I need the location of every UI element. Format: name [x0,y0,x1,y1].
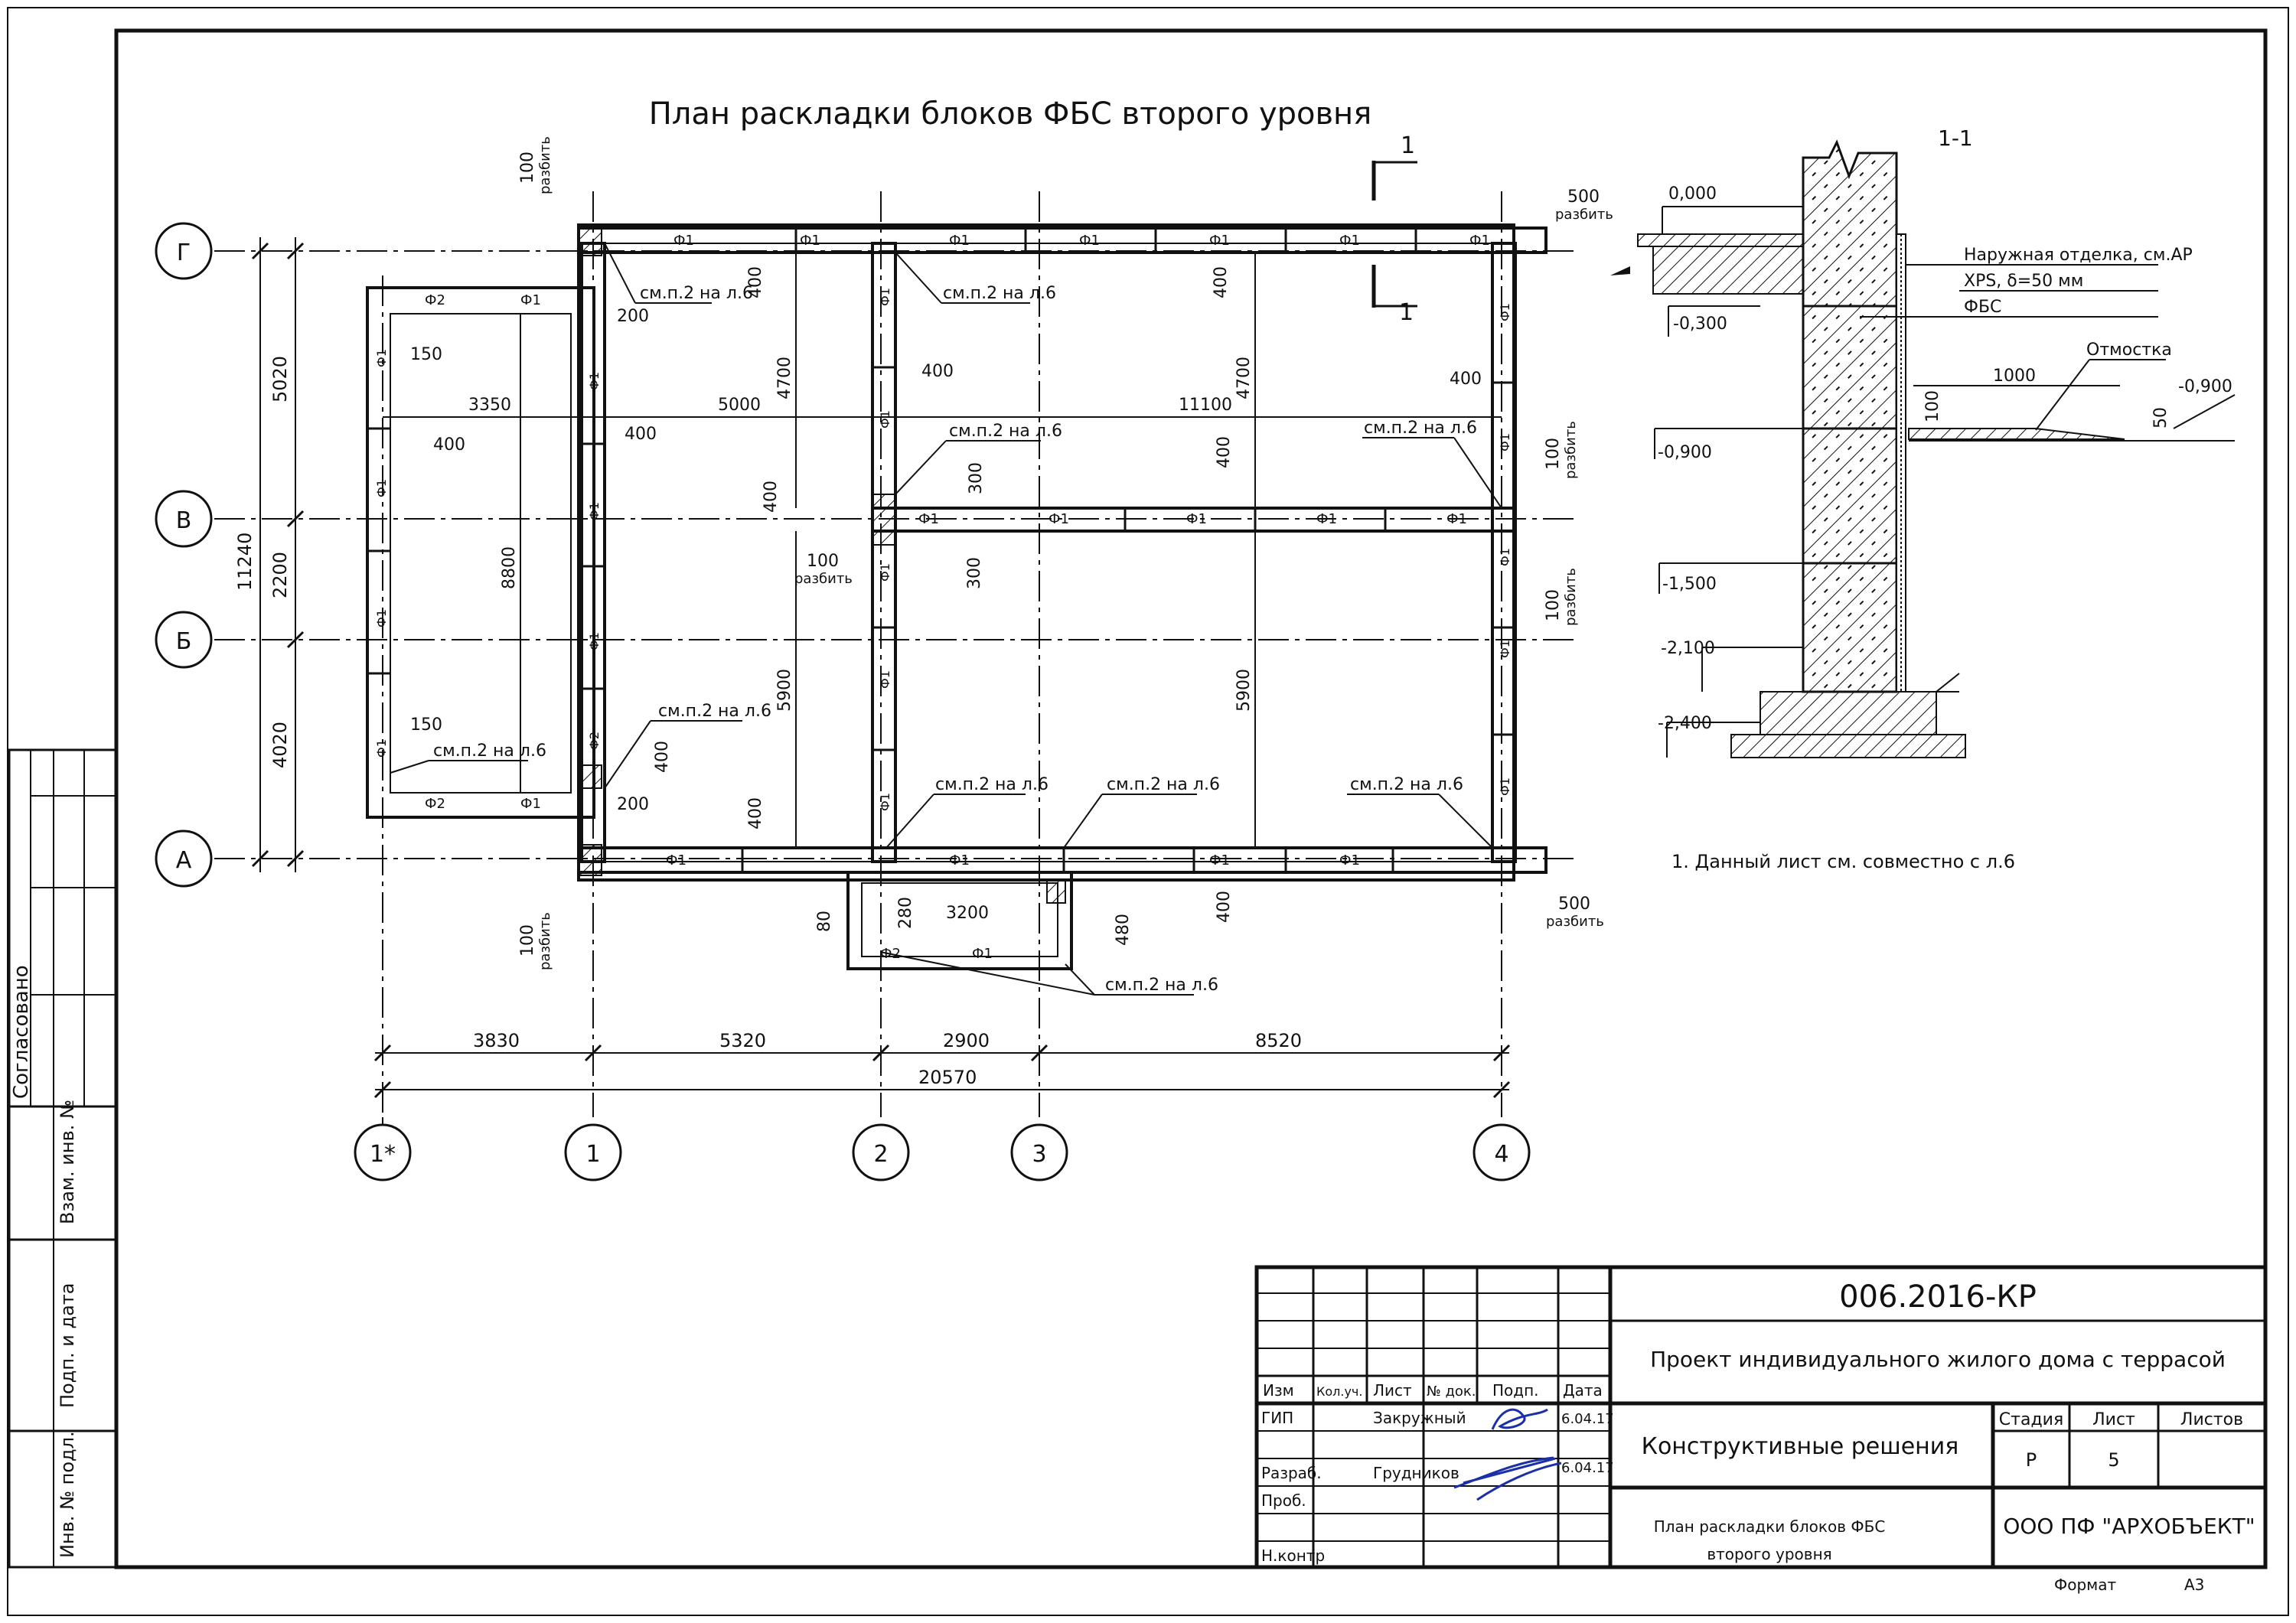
col-header-list: Лист [1373,1381,1412,1400]
block-label: Ф1 [878,670,892,689]
block-label: Ф1 [587,502,602,520]
role-prob: Проб. [1261,1491,1306,1510]
dim-400: 400 [762,481,781,513]
block-label: Ф1 [878,288,892,306]
role-nkontr: Н.контр [1261,1546,1326,1565]
block-label: Ф1 [972,946,993,962]
block-label: Ф1 [1498,640,1512,658]
razbit-label: разбить [537,912,553,970]
dim-5000: 5000 [718,396,761,415]
block-label: Ф1 [800,233,820,249]
dim-left-4020: 4020 [269,721,291,768]
block-label: Ф1 [1498,303,1512,321]
dim-3200: 3200 [946,904,989,923]
dim-150a: 150 [410,345,442,364]
block-label: Ф1 [1446,511,1467,527]
razbit-label: разбить [1555,207,1613,223]
section-mark-top: 1 [1401,132,1416,159]
name-razrab: Грудников [1373,1464,1459,1482]
dim-400: 400 [921,362,954,381]
callout-text: см.п.2 на л.6 [658,702,771,721]
title-block [1257,1267,2265,1567]
razbit-label: разбить [537,136,553,194]
block-label: Ф1 [878,793,892,811]
block-label: Ф1 [1079,233,1100,249]
callout-text: см.п.2 на л.6 [943,284,1056,303]
dim-100-section: 100 [1923,390,1942,422]
col-header-podp: Подп. [1492,1381,1539,1400]
callout-text: см.п.2 на л.6 [935,775,1049,794]
dim-3350: 3350 [468,396,511,415]
block-label: Ф1 [673,233,694,249]
callout-finish: Наружная отделка, см.АР [1964,246,2193,265]
inv-label: Инв. № подл. [57,1431,78,1558]
dim-bottom-2900: 2900 [943,1030,990,1051]
dim-5900a: 5900 [775,669,794,712]
callout-xps: XPS, δ=50 мм [1964,272,2084,291]
block-label: Ф2 [425,796,445,812]
callout-text: см.п.2 на л.6 [1105,976,1218,995]
dim-11100: 11100 [1179,396,1232,415]
dim-100: 100 [807,552,839,571]
block-label: Ф1 [1209,852,1230,869]
axis-label-1: 1 [585,1141,601,1168]
dim-100: 100 [1544,438,1563,470]
dim-400: 400 [653,741,672,773]
dim-400: 400 [1450,370,1482,389]
dim-400: 400 [433,435,465,455]
format-label: Формат [2054,1576,2117,1594]
bottom-dimensions [375,1030,1509,1097]
dim-400: 400 [625,425,657,444]
role-gip: ГИП [1261,1409,1294,1427]
axis-label-3: 3 [1032,1141,1047,1168]
block-label: Ф1 [587,632,602,650]
col-header-data: Дата [1563,1381,1603,1400]
dim-500: 500 [1567,187,1600,207]
callout-fbs: ФБС [1964,298,2002,317]
left-margin-stamp [9,750,116,1567]
block-label: Ф1 [949,233,970,249]
block-label: Ф1 [666,852,687,869]
sheets-header: Листов [2180,1410,2244,1429]
razbit-label: разбить [1563,421,1579,479]
dim-4700b: 4700 [1234,357,1254,399]
role-razrab: Разраб. [1261,1464,1322,1482]
block-label: Ф1 [918,511,939,527]
block-label: Ф2 [587,732,602,750]
podp-label: Подп. и дата [57,1282,78,1408]
dim-bottom-total: 20570 [918,1067,977,1088]
dim-bottom-8520: 8520 [1255,1030,1303,1051]
dim-400: 400 [1215,436,1234,468]
axis-label-2: 2 [873,1141,889,1168]
block-label: Ф1 [1498,548,1512,566]
dim-400: 400 [746,266,765,298]
level-0300: -0,300 [1673,314,1727,334]
block-label: Ф1 [374,609,389,627]
section-name: Конструктивные решения [1641,1433,1959,1460]
dim-400: 400 [1215,891,1234,923]
axis-label-b: Б [175,628,192,655]
dim-200b: 200 [617,795,649,814]
dim-left-2200: 2200 [269,551,291,598]
format-value: А3 [2184,1576,2205,1594]
dim-left-total: 11240 [234,532,256,591]
vzam-label: Взам. инв. № [57,1100,78,1224]
reference-callouts [390,243,1502,995]
callout-text: см.п.2 на л.6 [1350,775,1463,794]
sheet-note: 1. Данный лист см. совместно с л.6 [1671,851,2015,872]
block-label: Ф1 [1316,511,1337,527]
level-0000: 0,000 [1668,184,1717,204]
dim-400: 400 [1212,266,1231,298]
col-axis-bubbles [355,1117,1529,1180]
stage-header: Стадия [1998,1410,2064,1429]
block-label: Ф1 [1186,511,1207,527]
level-0900: -0,900 [1658,443,1712,462]
level-0900-right: -0,900 [2178,377,2232,396]
dim-80: 80 [815,911,834,932]
callout-text: см.п.2 на л.6 [1364,419,1477,438]
dim-bottom-5320: 5320 [719,1030,767,1051]
razbit-label: разбить [794,571,853,587]
block-label: Ф1 [878,410,892,429]
axis-label-v: В [175,507,192,534]
axis-label-1star: 1* [369,1141,396,1168]
col-header-izm: Изм [1263,1381,1294,1400]
sheet-header: Лист [2092,1410,2135,1429]
dim-left-5020: 5020 [269,355,291,402]
dim-100: 100 [518,152,537,184]
dim-400: 400 [746,797,765,829]
col-header-doc: № док. [1427,1383,1476,1400]
dim-200a: 200 [617,307,649,326]
level-1500: -1,500 [1662,575,1717,594]
block-label: Ф1 [1339,852,1360,869]
dim-100: 100 [1544,589,1563,621]
axis-label-g: Г [176,240,191,266]
block-label: Ф1 [1209,233,1230,249]
block-label: Ф1 [374,349,389,367]
dim-8800: 8800 [500,546,519,589]
block-label: Ф1 [1049,511,1069,527]
razbit-label: разбить [1563,568,1579,626]
block-label: Ф1 [374,739,389,758]
level-2400: -2,400 [1658,714,1712,733]
block-label: Ф1 [878,563,892,582]
dim-300: 300 [965,557,984,589]
section-mark-bottom: 1 [1399,299,1414,326]
stage-value: Р [2025,1449,2037,1471]
block-label: Ф2 [880,946,901,962]
row-axis-bubbles [156,223,211,886]
dim-50-section: 50 [2151,407,2170,429]
block-label: Ф1 [1469,233,1490,249]
dim-480: 480 [1114,914,1133,946]
block-label: Ф1 [1339,233,1360,249]
left-dimensions [234,237,303,872]
project-name: Проект индивидуального жилого дома с террасой [1650,1347,2226,1372]
sheet-name-2: второго уровня [1707,1545,1832,1563]
dim-100: 100 [518,924,537,957]
soglasovano-label: Согласовано [10,965,33,1099]
sheet-outer-border [8,8,2288,1615]
section-1-1 [1610,125,2235,758]
block-label: Ф1 [587,372,602,390]
block-labels [374,233,1512,962]
block-label: Ф1 [520,796,541,812]
block-label: Ф1 [1498,777,1512,796]
block-label: Ф2 [425,292,445,308]
dim-300: 300 [967,462,986,494]
dim-1000: 1000 [1993,367,2036,386]
date-razrab: 6.04.17 [1561,1460,1614,1476]
block-label: Ф1 [374,479,389,497]
callout-otmostka: Отмостка [2086,341,2172,360]
dim-280: 280 [896,897,915,929]
level-2100: -2,100 [1661,639,1715,658]
dim-4700a: 4700 [775,357,794,399]
drawing-title: План раскладки блоков ФБС второго уровня [648,96,1372,132]
callout-text: см.п.2 на л.6 [640,284,753,303]
sheet-name-1: План раскладки блоков ФБС [1653,1517,1886,1536]
date-gip: 6.04.17 [1561,1411,1614,1427]
block-label: Ф1 [520,292,541,308]
dim-bottom-3830: 3830 [473,1030,520,1051]
callout-text: см.п.2 на л.6 [949,422,1062,441]
dim-150b: 150 [410,715,442,735]
section-title: 1-1 [1938,125,1973,151]
axis-label-a: А [175,847,192,874]
callout-text: см.п.2 на л.6 [433,741,546,761]
sheet-value: 5 [2108,1449,2120,1471]
name-gip: Закружный [1373,1409,1466,1427]
dim-5900b: 5900 [1234,669,1254,712]
block-label: Ф1 [1498,433,1512,451]
axis-label-4: 4 [1494,1141,1509,1168]
organization: ООО ПФ "АРХОБЪЕКТ" [2003,1514,2255,1539]
dim-500: 500 [1558,895,1590,914]
block-label: Ф1 [949,852,970,869]
razbit-label: разбить [1546,914,1604,930]
col-header-kol: Кол.уч. [1316,1384,1363,1399]
doc-code: 006.2016-КР [1839,1279,2037,1315]
callout-text: см.п.2 на л.6 [1107,775,1220,794]
